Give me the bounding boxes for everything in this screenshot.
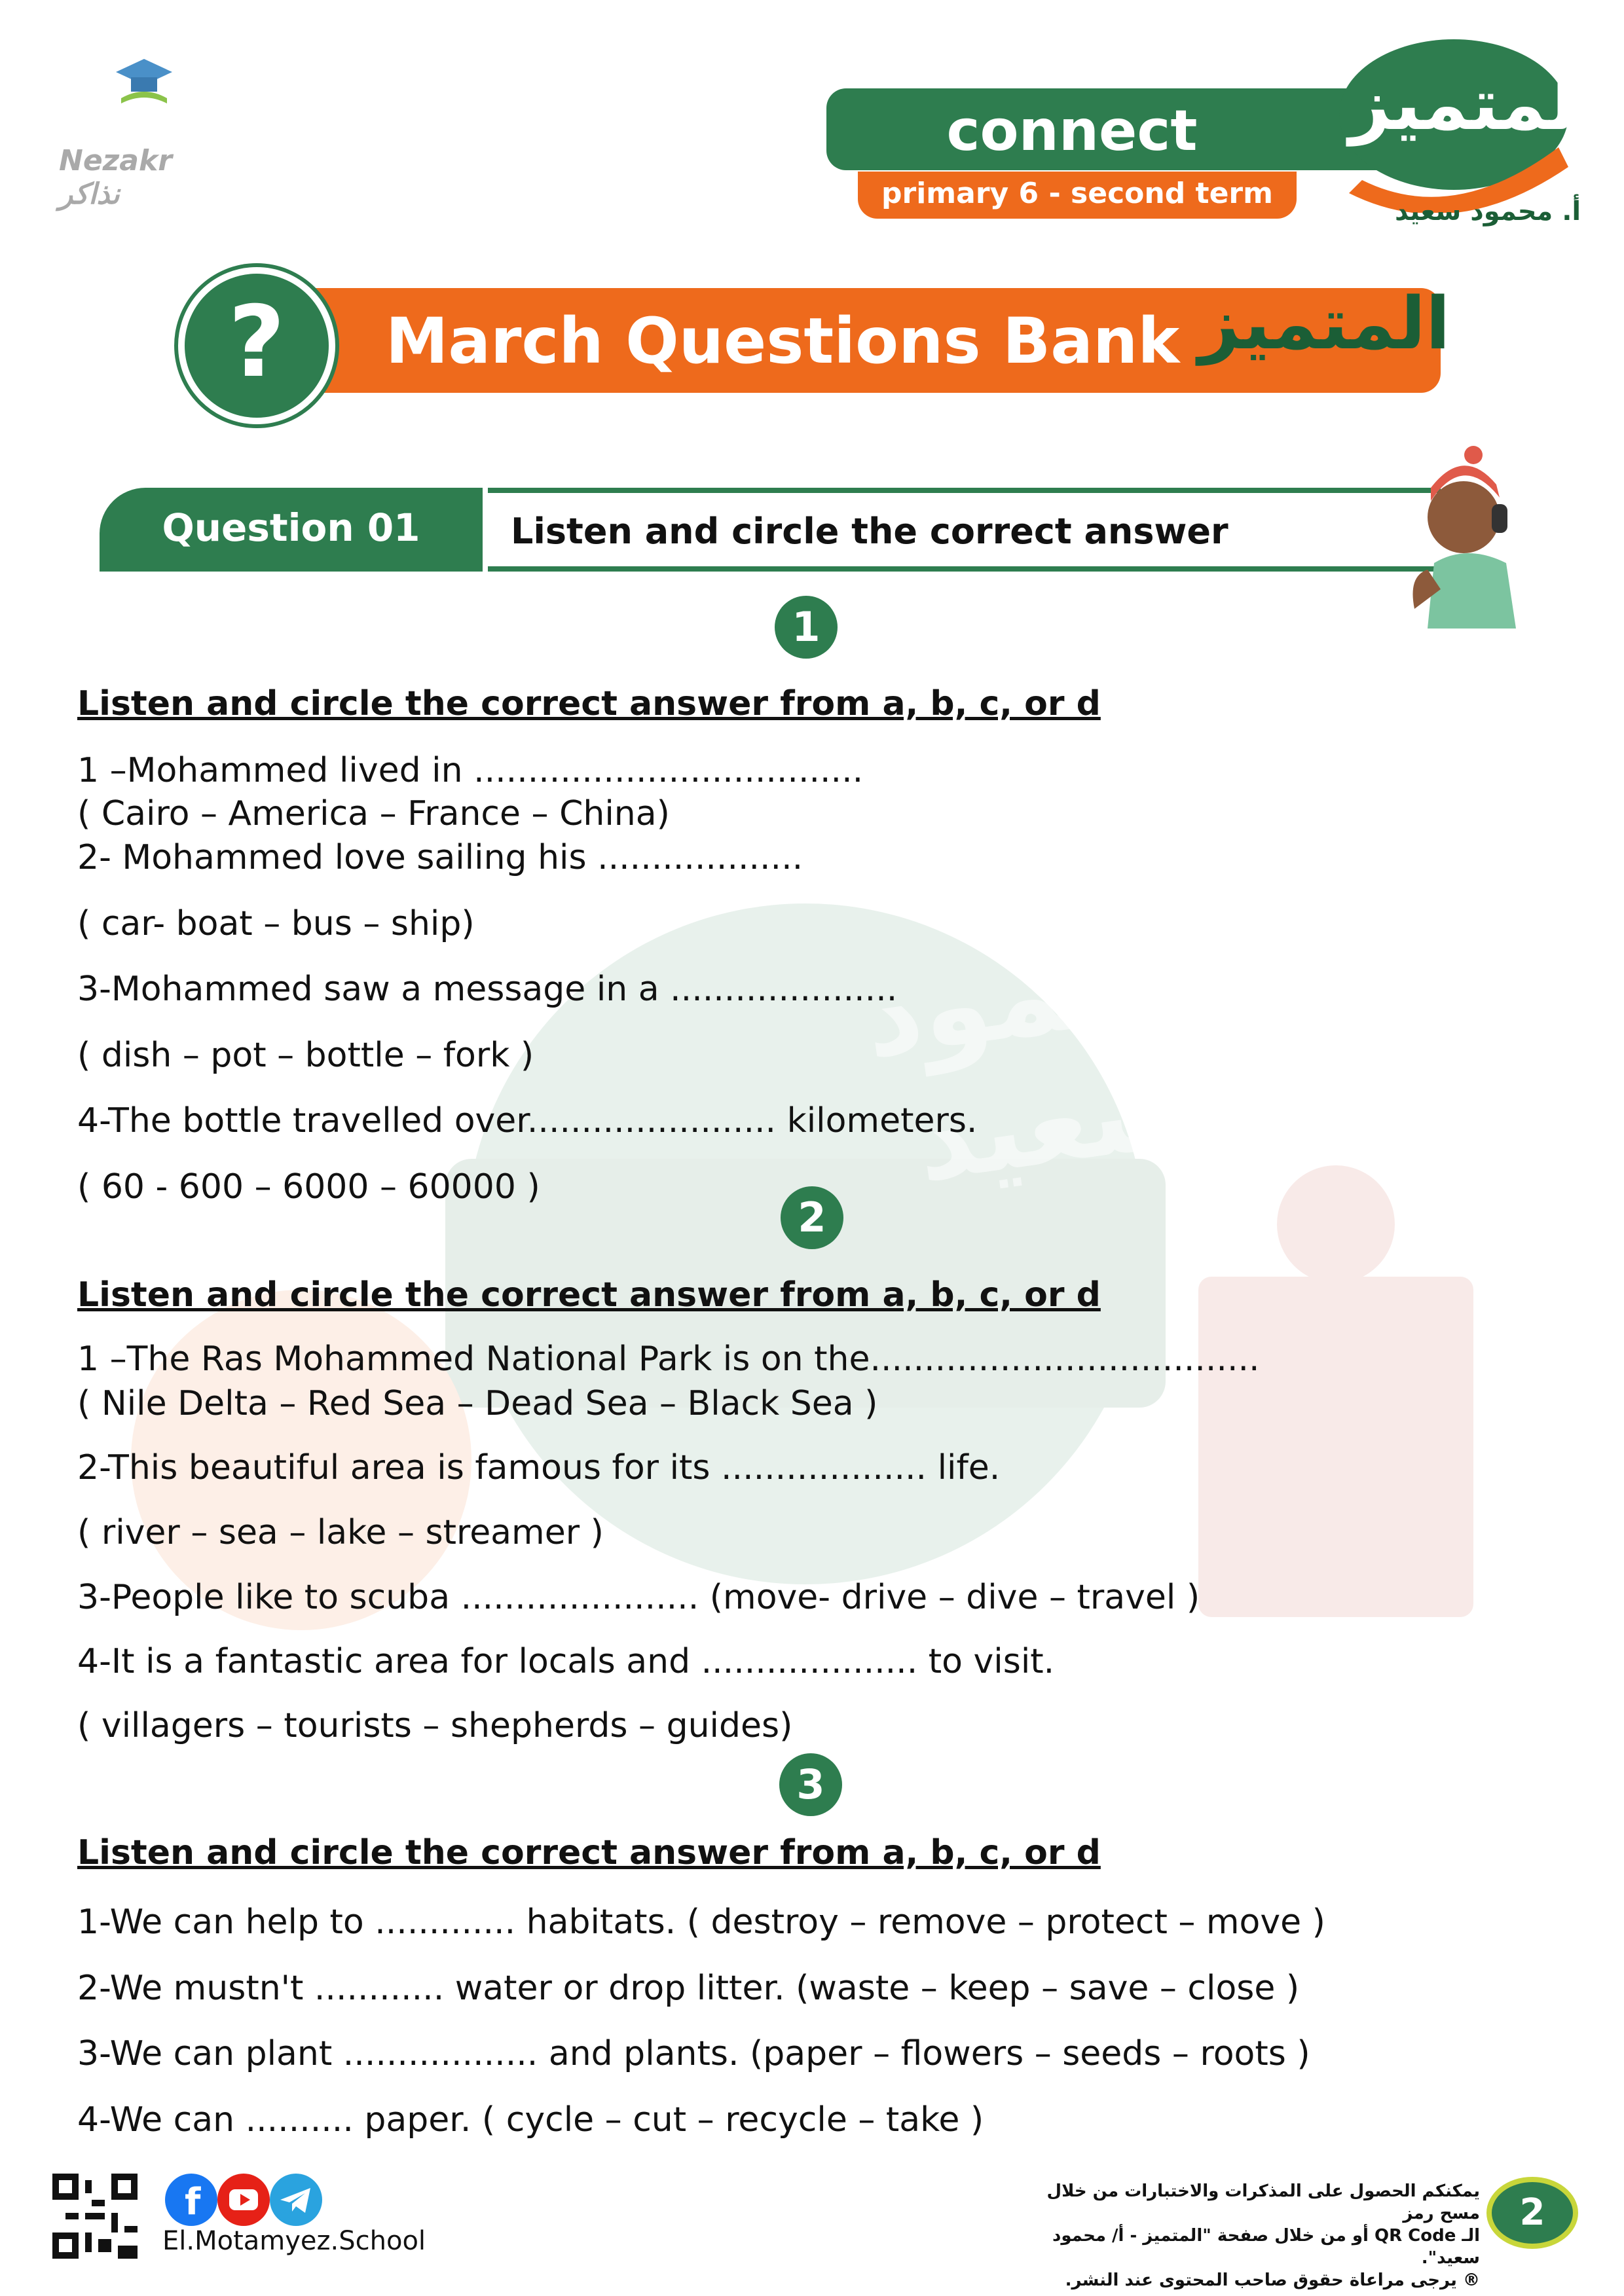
telegram-icon[interactable] bbox=[270, 2174, 322, 2226]
footer-note bbox=[1022, 2180, 1480, 2291]
s3-line-2: 2-We mustn't ............ water or drop litter. (waste – keep – save – close ) bbox=[77, 1969, 1300, 2008]
svg-text:f: f bbox=[185, 2181, 201, 2223]
footer-note-line-2: الـ QR Code أو من خلال صفحة "المتميز - أ/ محمود سعيد". bbox=[1052, 2226, 1480, 2268]
s3-line-3: 3-We can plant .................. and plants. (paper – flowers – seeds – roots ) bbox=[77, 2034, 1310, 2073]
s2-line-1: 1 –The Ras Mohammed National Park is on the.................................... bbox=[77, 1339, 1260, 1379]
s2-line-6: 4-It is a fantastic area for locals and .................... to visit. bbox=[77, 1642, 1055, 1681]
question-mark-glyph: ? bbox=[228, 285, 286, 399]
section-number-2: 2 bbox=[781, 1186, 843, 1249]
banner-title: March Questions Bank bbox=[385, 304, 1180, 378]
question-icon bbox=[178, 267, 335, 424]
qr-code[interactable] bbox=[52, 2174, 138, 2259]
graduation-cap-icon bbox=[115, 52, 174, 111]
site-link[interactable]: El.Motamyez.School bbox=[162, 2226, 426, 2256]
s2-line-4: ( river – sea – lake – streamer ) bbox=[77, 1513, 604, 1552]
banner-brand: المتميز bbox=[1198, 282, 1450, 365]
nezakr-logo bbox=[52, 52, 236, 211]
s3-line-1: 1-We can help to ............. habitats. ( destroy – remove – protect – move ) bbox=[77, 1903, 1325, 1942]
question-label: Question 01 bbox=[162, 505, 420, 550]
youtube-icon[interactable] bbox=[217, 2174, 270, 2226]
s2-line-3: 2-This beautiful area is famous for its ................... life. bbox=[77, 1448, 1001, 1487]
section-number-3: 3 bbox=[779, 1753, 842, 1816]
s1-line-1: 1 –Mohammed lived in .................................... bbox=[77, 751, 864, 790]
page-number: 2 bbox=[1486, 2177, 1578, 2249]
footer-note-line-1: يمكنكم الحصول على المذكرات والاختبارات من خلال مسح رمز bbox=[1046, 2181, 1480, 2223]
facebook-icon[interactable] bbox=[165, 2174, 217, 2226]
footer-note-line-3: ® يرجى مراعاة حقوق صاحب المحتوى عند النشر. bbox=[1065, 2270, 1480, 2290]
s1-line-5: 3-Mohammed saw a message in a ..................... bbox=[77, 970, 898, 1009]
section-number-1: 1 bbox=[775, 596, 838, 659]
question-instruction: Listen and circle the correct answer bbox=[511, 511, 1228, 552]
term-label: primary 6 - second term bbox=[881, 177, 1273, 210]
logo-text: Nezakr نذاكر bbox=[59, 144, 172, 211]
s1-line-3: 2- Mohammed love sailing his ................... bbox=[77, 838, 803, 877]
author-name: أ. محمود سعيد bbox=[1395, 196, 1581, 227]
section-1-heading: Listen and circle the correct answer from a, b, c, or d bbox=[77, 684, 1101, 723]
watermark-text: محمود سعيد bbox=[856, 906, 1222, 1208]
section-3-heading: Listen and circle the correct answer from a, b, c, or d bbox=[77, 1833, 1101, 1872]
s2-line-5: 3-People like to scuba ...................... (move- drive – dive – travel ) bbox=[77, 1578, 1200, 1617]
s1-line-2: ( Cairo – America – France – China) bbox=[77, 794, 670, 833]
s1-line-4: ( car- boat – bus – ship) bbox=[77, 904, 475, 943]
s1-line-6: ( dish – pot – bottle – fork ) bbox=[77, 1036, 534, 1075]
s2-line-2: ( Nile Delta – Red Sea – Dead Sea – Black Sea ) bbox=[77, 1384, 878, 1423]
s1-line-7: 4-The bottle travelled over....................... kilometers. bbox=[77, 1101, 978, 1140]
connect-title: connect bbox=[946, 98, 1198, 164]
s2-line-7: ( villagers – tourists – shepherds – guides) bbox=[77, 1706, 793, 1745]
boy-headphones-illustration bbox=[1401, 439, 1532, 629]
section-2-heading: Listen and circle the correct answer from a, b, c, or d bbox=[77, 1275, 1101, 1315]
s3-line-4: 4-We can .......... paper. ( cycle – cut – recycle – take ) bbox=[77, 2100, 984, 2140]
brand-text: المتميز bbox=[1349, 62, 1601, 146]
s1-line-8: ( 60 - 600 – 6000 – 60000 ) bbox=[77, 1167, 540, 1207]
